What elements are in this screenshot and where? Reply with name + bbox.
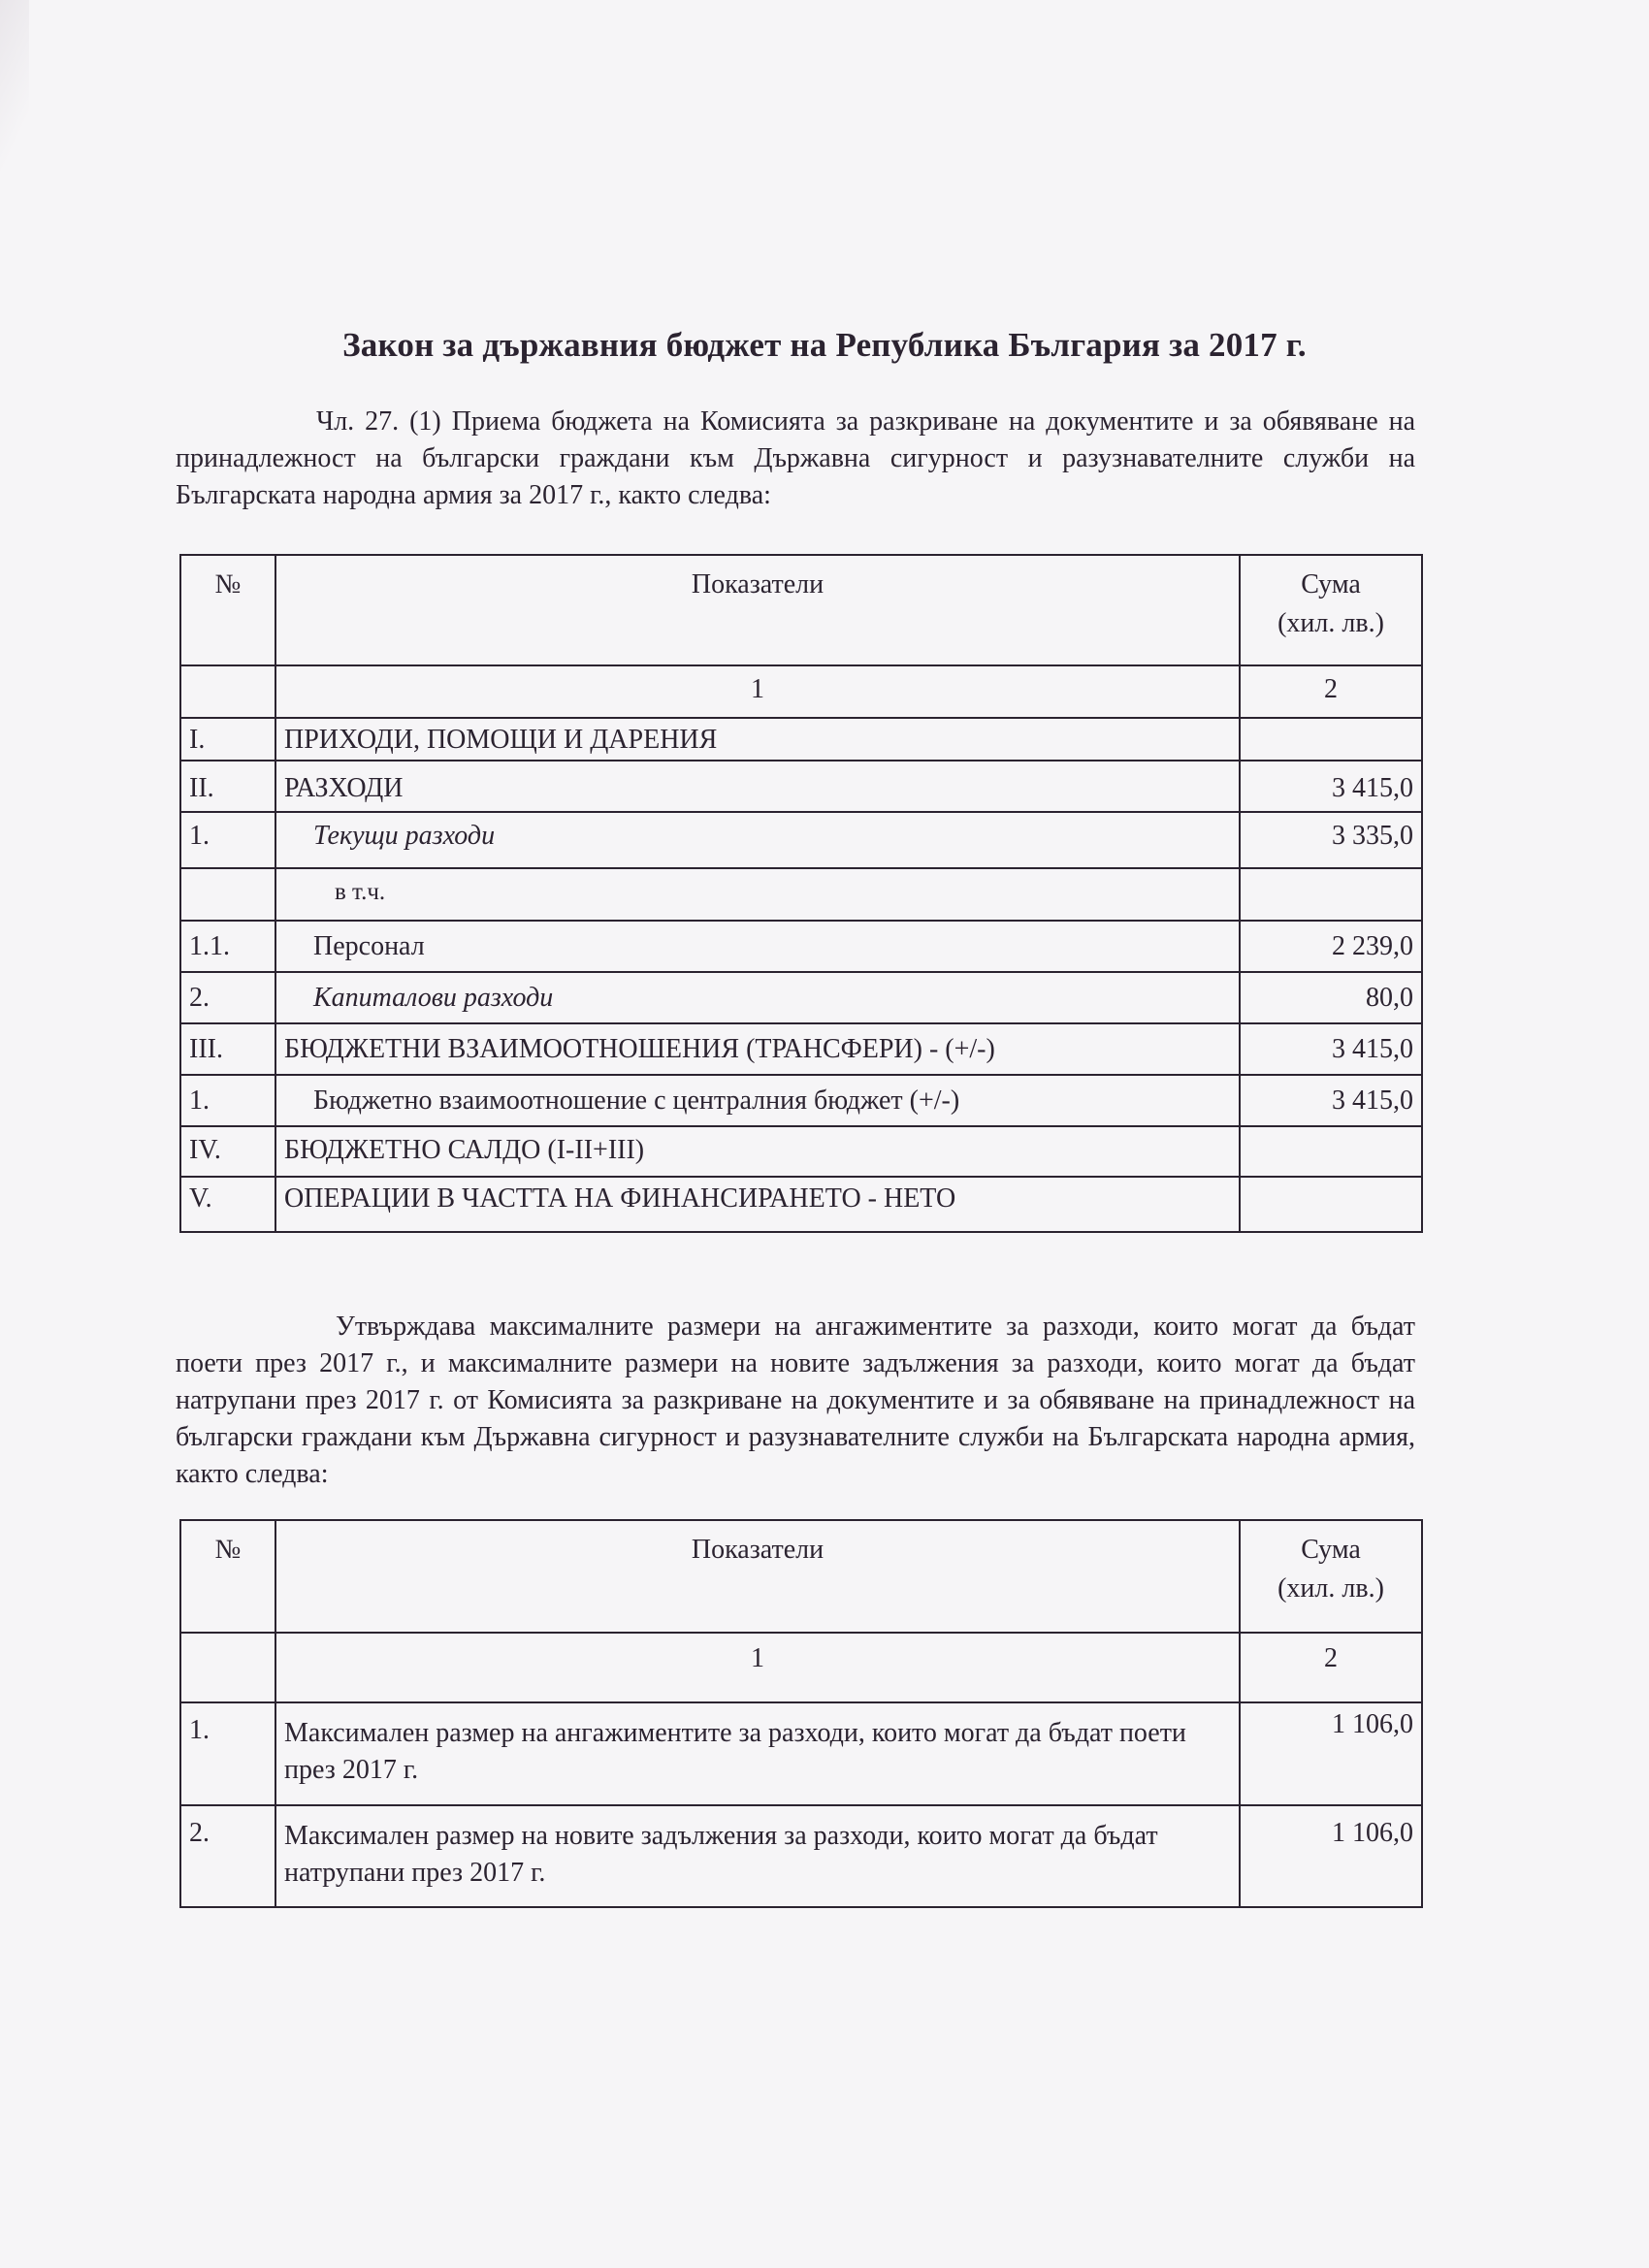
row-label: Максимален размер на ангажиментите за разходи, които могат да бъдат поети през 2017 г. bbox=[275, 1702, 1240, 1805]
row-amount: 3 335,0 bbox=[1240, 812, 1422, 868]
row-no: III. bbox=[180, 1023, 275, 1075]
budget-table bbox=[179, 554, 1423, 1233]
table-row bbox=[180, 1177, 1422, 1232]
col-indicators-header: Показатели bbox=[275, 555, 1240, 665]
row-no: I. bbox=[180, 718, 275, 761]
row-label: РАЗХОДИ bbox=[275, 761, 1240, 812]
table-row bbox=[180, 1126, 1422, 1177]
document-title: Закон за държавния бюджет на Република България за 2017 г. bbox=[342, 326, 1307, 364]
table-row bbox=[180, 812, 1422, 868]
row-no: 2. bbox=[180, 1805, 275, 1907]
col-amount-header bbox=[1240, 1520, 1422, 1633]
col-indicators-header: Показатели bbox=[275, 1520, 1240, 1633]
table-row bbox=[180, 1023, 1422, 1075]
table-header-row bbox=[180, 555, 1422, 665]
row-label: Бюджетно взаимоотношение с централния бюджет (+/-) bbox=[275, 1075, 1240, 1126]
amount-header-line1: Сума bbox=[1301, 1535, 1361, 1565]
index-2: 2 bbox=[1240, 665, 1422, 718]
table-row bbox=[180, 1805, 1422, 1907]
row-amount bbox=[1240, 1177, 1422, 1232]
row-label: Капиталови разходи bbox=[275, 972, 1240, 1023]
col-no-header: № bbox=[180, 555, 275, 665]
row-amount: 1 106,0 bbox=[1240, 1702, 1422, 1805]
row-amount bbox=[1240, 868, 1422, 921]
table-row bbox=[180, 1075, 1422, 1126]
row-amount: 80,0 bbox=[1240, 972, 1422, 1023]
index-empty-cell bbox=[180, 665, 275, 718]
table-header-row bbox=[180, 1520, 1422, 1633]
row-amount bbox=[1240, 1126, 1422, 1177]
article-27-paragraph: Чл. 27. (1) Приема бюджета на Комисията за разкриване на документите и за обявяване на принадлежност на български граждани към Държавна сигурност и разузнавателните служби на Българската народна армия за 2017 г., както следва: bbox=[176, 406, 1415, 510]
row-no: IV. bbox=[180, 1126, 275, 1177]
commitments-paragraph: Утвърждава максималните размери на ангажиментите за разходи, които могат да бъдат поети през 2017 г., и максималните размери на новите задължения за разходи, които могат да бъдат натрупани през 2017 г. от Комисията за разкриване на документите и за обявяване на принадлежност на български граждани към Държавна сигурност и разузнавателните служби на Българската народна армия, както следва: bbox=[176, 1312, 1415, 1489]
row-amount: 2 239,0 bbox=[1240, 921, 1422, 972]
row-amount bbox=[1240, 718, 1422, 761]
table-row bbox=[180, 868, 1422, 921]
scan-shadow bbox=[0, 0, 29, 233]
index-2: 2 bbox=[1240, 1633, 1422, 1702]
row-label: ОПЕРАЦИИ В ЧАСТТА НА ФИНАНСИРАНЕТО - НЕТО bbox=[275, 1177, 1240, 1232]
row-label: ПРИХОДИ, ПОМОЩИ И ДАРЕНИЯ bbox=[275, 718, 1240, 761]
commitments-table bbox=[179, 1519, 1423, 1908]
index-1: 1 bbox=[275, 665, 1240, 718]
row-amount: 3 415,0 bbox=[1240, 761, 1422, 812]
table-row bbox=[180, 972, 1422, 1023]
row-amount: 1 106,0 bbox=[1240, 1805, 1422, 1907]
index-1: 1 bbox=[275, 1633, 1240, 1702]
row-no: V. bbox=[180, 1177, 275, 1232]
table-index-row bbox=[180, 1633, 1422, 1702]
col-amount-header bbox=[1240, 555, 1422, 665]
row-label: в т.ч. bbox=[275, 868, 1240, 921]
row-label: Максимален размер на новите задължения за разходи, които могат да бъдат натрупани през 2017 г. bbox=[275, 1805, 1240, 1907]
row-no: 1. bbox=[180, 1702, 275, 1805]
row-no: 1.1. bbox=[180, 921, 275, 972]
table-row bbox=[180, 761, 1422, 812]
row-no: 1. bbox=[180, 812, 275, 868]
index-empty-cell bbox=[180, 1633, 275, 1702]
row-label: Персонал bbox=[275, 921, 1240, 972]
row-no: II. bbox=[180, 761, 275, 812]
table-row bbox=[180, 921, 1422, 972]
table-index-row bbox=[180, 665, 1422, 718]
col-no-header: № bbox=[180, 1520, 275, 1633]
row-amount: 3 415,0 bbox=[1240, 1023, 1422, 1075]
amount-header-line2: (хил. лв.) bbox=[1277, 608, 1384, 638]
amount-header-line1: Сума bbox=[1301, 569, 1361, 599]
amount-header-line2: (хил. лв.) bbox=[1277, 1573, 1384, 1604]
row-amount: 3 415,0 bbox=[1240, 1075, 1422, 1126]
row-label: БЮДЖЕТНИ ВЗАИМООТНОШЕНИЯ (ТРАНСФЕРИ) - (+/-) bbox=[275, 1023, 1240, 1075]
row-label: Текущи разходи bbox=[275, 812, 1240, 868]
row-no bbox=[180, 868, 275, 921]
table-row bbox=[180, 1702, 1422, 1805]
row-no: 2. bbox=[180, 972, 275, 1023]
row-label: БЮДЖЕТНО САЛДО (I-II+III) bbox=[275, 1126, 1240, 1177]
row-no: 1. bbox=[180, 1075, 275, 1126]
table-row bbox=[180, 718, 1422, 761]
